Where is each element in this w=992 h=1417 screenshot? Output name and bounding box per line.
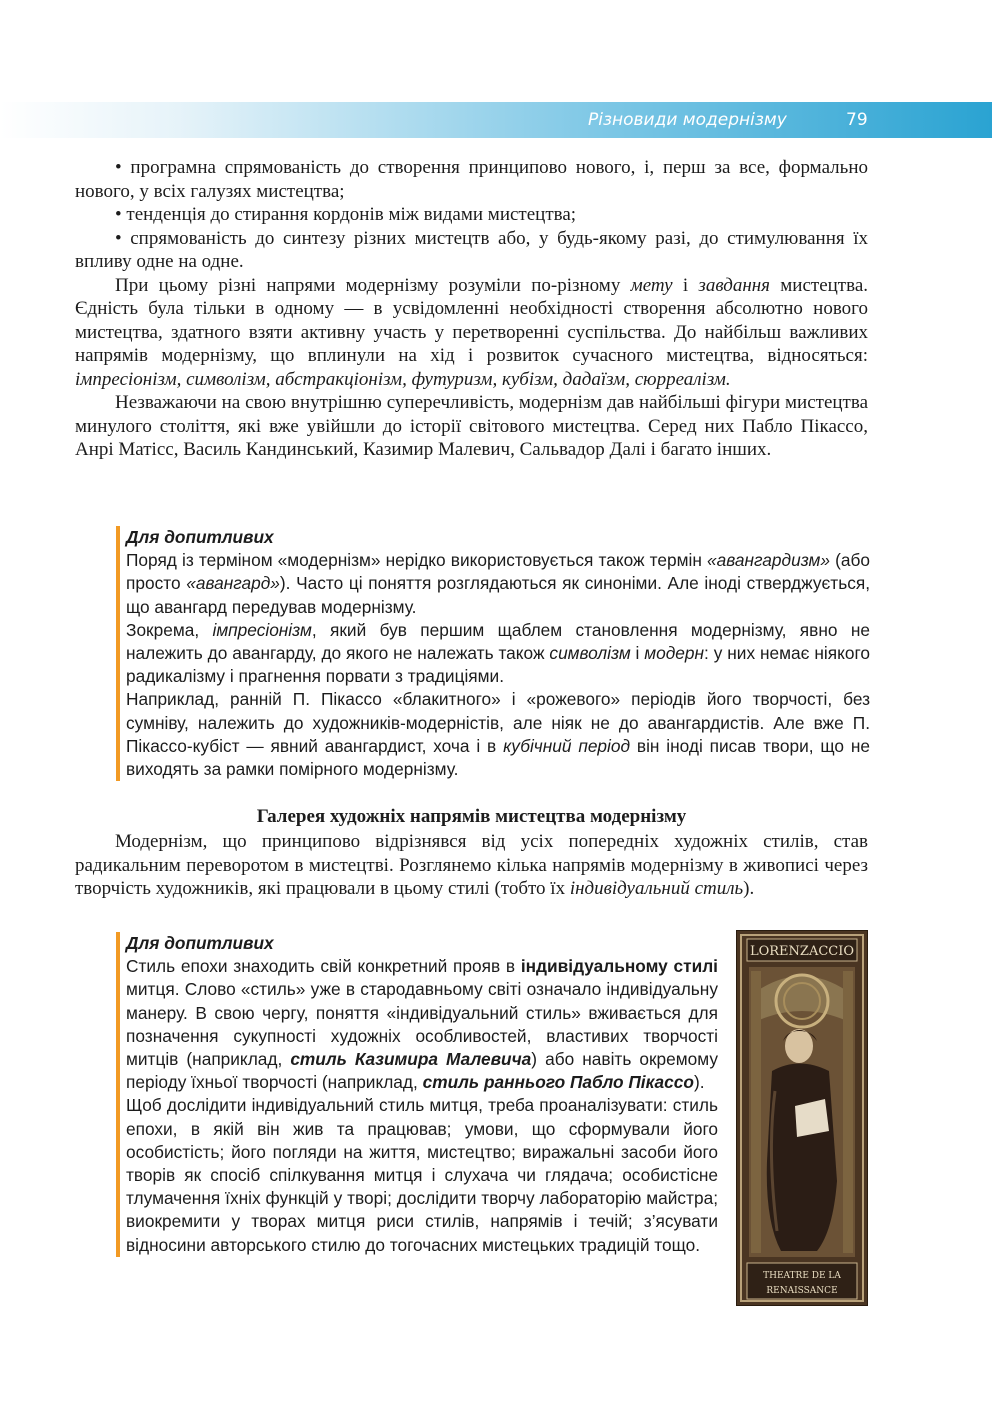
intro-block [75, 156, 868, 462]
box-paragraph: Стиль епохи знаходить свій конкретний прояв в індивідуальному стилі митця. Слово «стиль» уже в стародавньому світі означало індивідуальну манеру. В свою чергу, поняття «індивідуальний стиль» вживається для позначення сукупності художніх особливостей, властивих творчості митців (наприклад, стиль Казимира Малевича) або навіть окремому періоду їхньої творчості (наприклад, стиль раннього Пабло Пікассо). [126, 956, 718, 1093]
poster-footer-line2: RENAISSANCE [766, 1286, 838, 1296]
box-paragraph: Поряд із терміном «модернізм» нерідко використовується також термін «авангардизм» (або просто «авангард»). Часто ці поняття розглядаються як синоніми. Але іноді стверджується, що авангард передував модернізму. [126, 550, 870, 617]
box-paragraph: Щоб дослідити індивідуальний стиль митця, треба проаналізувати: стиль епохи, в якій він жив та працював; умови, що сформували його особистість; його погляди на життя, мистецтво; виражальні засоби його творів як спосіб спілкування митця і слухача чи глядача; особистісне тлумачення їхніх функцій у творі; дослідити творчу лабораторію майстра; виокремити у творах митця риси стилів, напрямів і течій; з’ясувати відносини авторського стилю до тогочасних мистецьких традицій тощо. [126, 1095, 718, 1255]
poster-footer-line1: THEATRE DE LA [763, 1271, 841, 1281]
section-title: Різновиди модернізму [588, 110, 787, 130]
paragraph-directions: При цьому різні напрями модернізму розуміли по-різному мету і завдання мистецтва. Єдність була тільки в одному — в усвідомленні необхідності створення абсолютно нового мистецтва, здатного взяти активну участь у перетворенні суспільства. До найбільш важливих напрямів модернізму, що вплинули на хід і розвиток сучасного мистецтва, відносяться: імпресіонізм, символізм, абстракціонізм, футуризм, кубізм, дадаїзм, сюрреалізм. [75, 274, 868, 390]
box-title: Для допитливих [126, 933, 274, 953]
bullet-item: • спрямованість до синтезу різних мистецтв або, у будь-якому разі, до стимулювання їх впливу одне на одне. [75, 227, 868, 272]
poster-title: LORENZACCIO [749, 944, 855, 959]
header-bar [0, 102, 992, 138]
page-number: 79 [846, 110, 868, 130]
bullet-item: • програмна спрямованість до створення принципово нового, і, перш за все, формально нового, у всіх галузях мистецтва; [75, 157, 868, 202]
gallery-heading: Галерея художніх напрямів мистецтва модернізму [256, 806, 687, 827]
bullet-item: • тенденція до стирання кордонів між видами мистецтва; [115, 204, 577, 225]
lorenzaccio-poster [736, 930, 868, 1306]
paragraph-figures: Незважаючи на свою внутрішню суперечливість, модернізм дав найбільші фігури мистецтва минулого століття, які вже увійшли до історії світового мистецтва. Серед них Пабло Пікассо, Анрі Матісс, Василь Кандинський, Казимир Малевич, Сальвадор Далі і багато інших. [75, 392, 868, 460]
curious-box-avantgarde [116, 526, 870, 781]
curious-box-style [116, 932, 718, 1257]
box-paragraph: Зокрема, імпресіонізм, який був першим щаблем становлення модернізму, явно не належить до авангарду, до якого не належать також символізм і модерн: у них немає ніякого радикалізму і прагнення порвати з традиціями. [126, 619, 870, 687]
paragraph-gallery: Модернізм, що принципово відрізнявся від усіх попередніх художніх стилів, став радикальним переворотом в мистецтві. Розглянемо кілька напрямів модернізму в живописі через творчість художників, які працювали в цьому стилі (тобто їх індивідуальний стиль). [75, 831, 868, 899]
box-paragraph: Наприклад, ранній П. Пікассо «блакитного» і «рожевого» періодів його творчості, без сумніву, належить до художників-модерністів, але ніяк не до авангардистів. Але вже П. Пікассо-кубіст — явний авангардист, хоча і в кубічний період він іноді писав твори, що не виходять за рамки помірного модернізму. [126, 689, 870, 780]
poster-illustration [737, 931, 867, 1305]
gallery-intro [75, 830, 868, 901]
box-title: Для допитливих [126, 527, 274, 547]
